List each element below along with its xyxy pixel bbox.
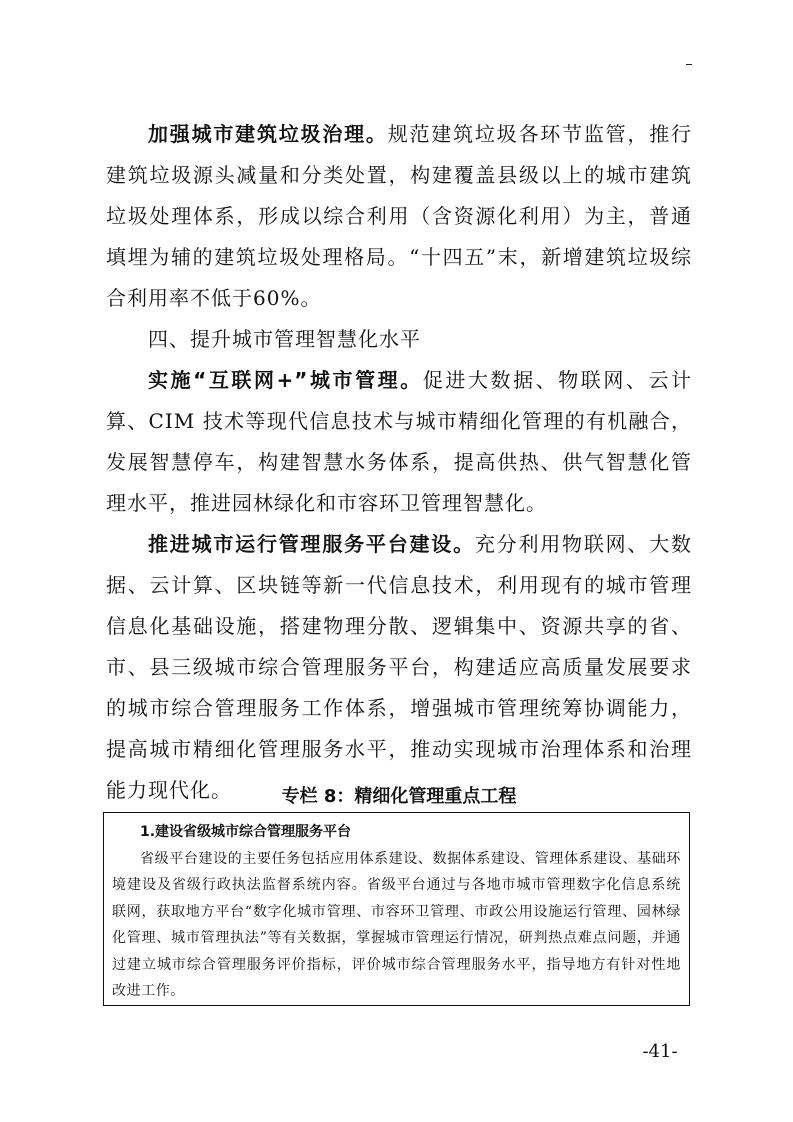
- corner-mark: [686, 64, 692, 65]
- paragraph-construction-waste: [106, 114, 692, 319]
- paragraph-platform: [106, 524, 692, 811]
- box-subtitle: 1.建设省级城市综合管理服务平台: [140, 824, 352, 840]
- paragraph-title: 推进城市运行管理服务平台建设。: [148, 532, 475, 556]
- paragraph-text: 促进大数据、物联网、云计算、CIM 技术等现代信息技术与城市精细化管理的有机融合，发展智慧停车，构建智慧水务体系，提高供热、供气智慧化管理水平，推进园林绿化和市容环卫管理智慧化。: [106, 368, 693, 515]
- section-heading: 四、提升城市管理智慧化水平: [148, 327, 421, 351]
- paragraph-text: 充分利用物联网、大数据、云计算、区块链等新一代信息技术，利用现有的城市管理信息化基础设施，搭建物理分散、逻辑集中、资源共享的省、市、县三级城市综合管理服务平台，构建适应高质量发展要求的城市综合管理服务工作体系，增强城市管理统筹协调能力，提高城市精细化管理服务水平，推动实现城市治理体系和治理能力现代化。: [106, 532, 692, 802]
- box-title: 专栏 8：精细化管理重点工程: [281, 786, 517, 807]
- paragraph-internet-plus: [106, 360, 692, 524]
- feature-box: [103, 812, 690, 1006]
- box-text: 省级平台建设的主要任务包括应用体系建设、数据体系建设、管理体系建设、基础环境建设及省级行政执法监督系统内容。省级平台通过与各地市城市管理数字化信息系统联网，获取地方平台“数字化城市管理、市容环卫管理、市政公用设施运行管理、园林绿化管理、城市管理执法”等有关数据，掌握城市管理运行情况，研判热点难点问题，并通过建立城市综合管理服务评价指标，评价城市综合管理服务水平，指导地方有针对性地改进工作。: [112, 850, 681, 999]
- paragraph-text: 规范建筑垃圾各环节监管，推行建筑垃圾源头减量和分类处置，构建覆盖县级以上的城市建筑垃圾处理体系，形成以综合利用（含资源化利用）为主，普通填埋为辅的建筑垃圾处理格局。“十四五”末，新增建筑垃圾综合利用率不低于60%。: [106, 122, 693, 310]
- paragraph-title: 实施“互联网+”城市管理。: [148, 368, 423, 392]
- page-number: -41-: [642, 1041, 678, 1062]
- body-text: [106, 114, 692, 811]
- paragraph-title: 加强城市建筑垃圾治理。: [148, 122, 388, 146]
